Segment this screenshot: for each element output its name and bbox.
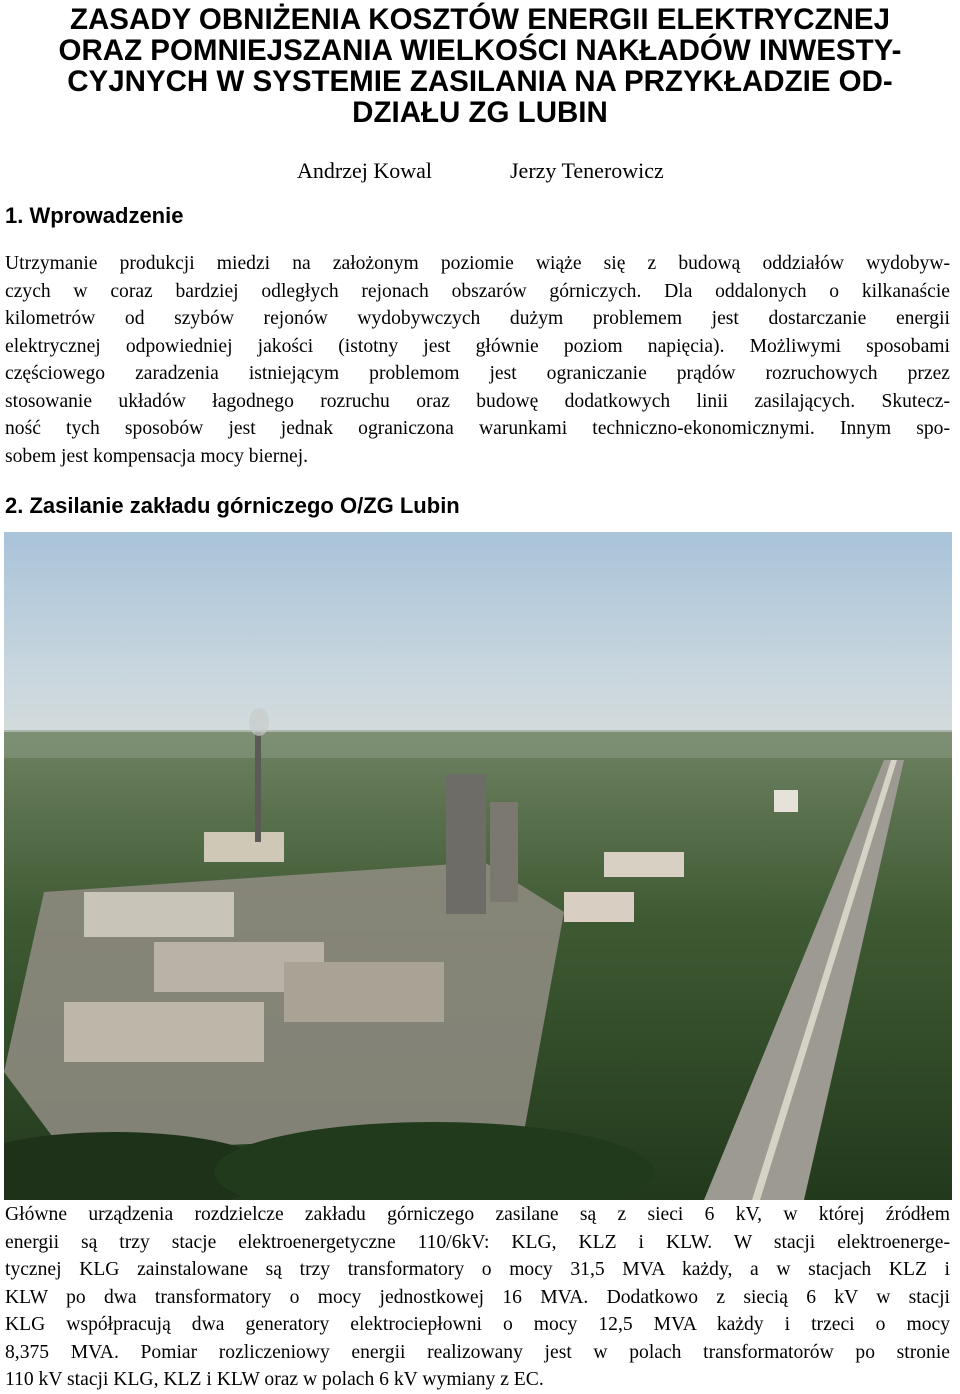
paper-title <box>0 4 960 128</box>
text-line: KLW po dwa transformatory o mocy jednostkowej 16 MVA. Dodatkowo z siecią 6 kV w stacji <box>5 1286 950 1308</box>
title-line: DZIAŁU ZG LUBIN <box>352 96 608 129</box>
text-line: KLG współpracują dwa generatory elektrociepłowni o mocy 12,5 MVA każdy i trzeci o mocy <box>5 1314 950 1335</box>
text-line: częściowego zaradzenia istniejącym problemom jest ograniczanie prądów rozruchowych przez <box>5 363 950 384</box>
title-line: ZASADY OBNIŻENIA KOSZTÓW ENERGII ELEKTRYCZNEJ <box>69 3 891 36</box>
text-line: 110 kV stacji KLG, KLZ i KLW oraz w polach 6 kV wymiany z EC. <box>5 1369 544 1390</box>
section-1-heading: 1. Wprowadzenie <box>5 203 184 228</box>
author-name: Jerzy Tenerowicz <box>510 158 664 183</box>
text-line: kilometrów od szybów rejonów wydobywczych dużym problemem jest dostarczanie energii <box>5 308 950 329</box>
section-1-paragraph <box>5 250 950 470</box>
section-2-heading: 2. Zasilanie zakładu górniczego O/ZG Lubin <box>5 493 460 518</box>
section-2-paragraph <box>5 1201 950 1394</box>
author-name: Andrzej Kowal <box>297 158 433 183</box>
text-line: sobem jest kompensacja mocy biernej. <box>5 445 309 467</box>
text-line: czych w coraz bardziej odległych rejonach obszarów górniczych. Dla oddalonych o kilkanaście <box>5 280 950 302</box>
text-line: energii są trzy stacje elektroenergetyczne 110/6kV: KLG, KLZ i KLW. W stacji elektroenerge- <box>5 1231 950 1253</box>
text-line: Główne urządzenia rozdzielcze zakładu górniczego zasilane są z sieci 6 kV, w której źródłem <box>5 1204 950 1225</box>
text-line: Utrzymanie produkcji miedzi na założonym poziomie wiąże się z budową oddziałów wydobyw- <box>5 253 950 274</box>
text-line: ność tych sposobów jest jednak ograniczona warunkami techniczno-ekonomicznymi. Innym spo- <box>5 418 950 439</box>
title-line: ORAZ POMNIEJSZANIA WIELKOŚCI NAKŁADÓW INWESTY- <box>58 34 902 67</box>
text-line: 8,375 MVA. Pomiar rozliczeniowy energii realizowany jest w polach transformatorów po stronie <box>5 1341 950 1363</box>
text-line: elektrycznej odpowiedniej jakości (istotny jest głównie poziom napięcia). Możliwymi sposobami <box>5 335 950 357</box>
aerial-photo <box>4 532 952 1200</box>
text-line: stosowanie układów łagodnego rozruchu oraz budowę dodatkowych linii zasilających. Skutecz- <box>5 390 950 412</box>
aerial-photo-illustration <box>4 532 952 1200</box>
title-line: CYJNYCH W SYSTEMIE ZASILANIA NA PRZYKŁADZIE OD- <box>67 65 893 98</box>
text-line: tycznej KLG zainstalowane są trzy transformatory o mocy 31,5 MVA każdy, a w stacjach KLZ i <box>5 1259 950 1280</box>
